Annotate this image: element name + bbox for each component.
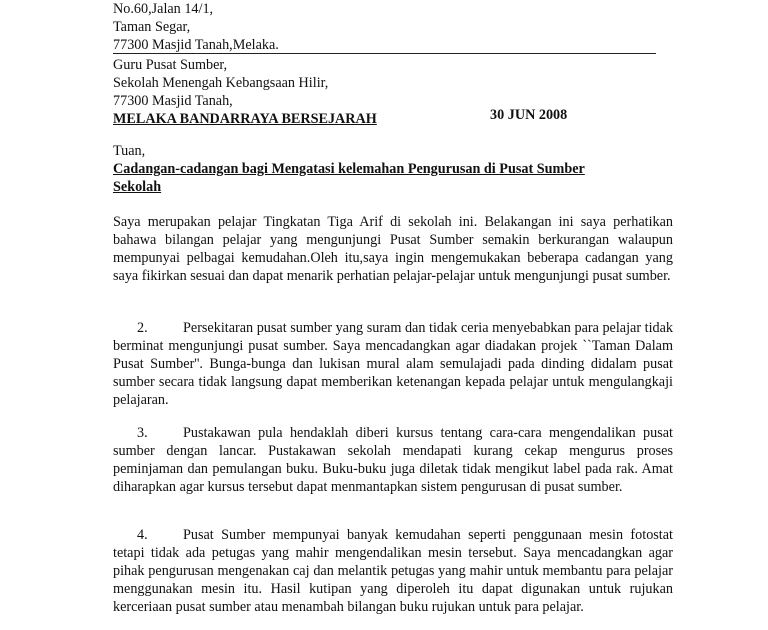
paragraph-number: 2. bbox=[137, 320, 148, 336]
address-divider bbox=[113, 53, 656, 54]
paragraph-number: 3. bbox=[137, 425, 148, 441]
sender-address bbox=[113, 0, 279, 54]
paragraph-3 bbox=[113, 424, 673, 496]
paragraph-2 bbox=[113, 319, 673, 409]
recipient-address-line: 77300 Masjid Tanah, bbox=[113, 93, 233, 109]
paragraph-text: Persekitaran pusat sumber yang suram dan tidak ceria menyebabkan para pelajar tidak berminat mengunjungi pusat sumber. Saya mencadangkan agar diadakan projek ``Taman Dalam Pusat Sumber''. Bunga-bunga dan lukisan mural alam semulajadi pada dinding didalam pusat sumber secara tidak langsung dapat memberikan ketenangan kepada pelajar untuk mengulangkaji pelajaran. bbox=[113, 320, 673, 408]
paragraph-body bbox=[113, 424, 673, 496]
paragraph-number: 4. bbox=[137, 527, 148, 543]
recipient-address bbox=[113, 56, 377, 128]
subject-line-1: Cadangan-cadangan bagi Mengatasi kelemahan Pengurusan di Pusat Sumber bbox=[113, 161, 585, 177]
salutation bbox=[113, 142, 145, 160]
paragraph-intro bbox=[113, 213, 673, 285]
recipient-address-line: Sekolah Menengah Kebangsaan Hilir, bbox=[113, 75, 329, 91]
sender-address-line: No.60,Jalan 14/1, bbox=[113, 1, 214, 17]
sender-address-line: Taman Segar, bbox=[113, 19, 191, 35]
paragraph-text: Pustakawan pula hendaklah diberi kursus tentang cara-cara mengendalikan pusat sumber dengan lancar. Pustakawan sekolah mendapati kurang cekap mengurus proses peminjaman dan pemulangan buku. Buku-buku juga diletak tidak mengikut label pada rak. Amat diharapkan agar kursus tersebut dapat menmantapkan sistem pengurusan di pusat sumber. bbox=[113, 425, 673, 495]
letter-date: 30 JUN 2008 bbox=[490, 107, 568, 123]
paragraph-text: Saya merupakan pelajar Tingkatan Tiga Arif di sekolah ini. Belakangan ini saya perhatikan bahawa bilangan pelajar yang mengunjungi Pusat Sumber semakin berkurangan walaupun mempunyai pelbagai kemudahan.Oleh itu,saya ingin mengemukakan beberapa cadangan yang saya fikirkan sesuai dan dapat menarik perhatian pelajar-pelajar untuk mengunjungi pusat sumber. bbox=[113, 214, 673, 284]
paragraph-body bbox=[113, 526, 673, 616]
paragraph-text: Pusat Sumber mempunyai banyak kemudahan seperti penggunaan mesin fotostat tetapi tidak ada petugas yang mahir mengendalikan mesin tersebut. Saya mencadangkan agar pihak pengurusan mengenakan caj dan melantik petugas yang mahir untuk membantu para pelajar menggunakan mesin itu. Hasil kutipan yang diperoleh itu dapat digunakan untuk rujukan kerceriaan pusat sumber atau menambah bilangan buku rujukan untuk para pelajar. bbox=[113, 527, 673, 615]
recipient-address-line: Guru Pusat Sumber, bbox=[113, 57, 228, 73]
letter-subject bbox=[113, 160, 585, 196]
recipient-city: MELAKA BANDARRAYA BERSEJARAH bbox=[113, 111, 377, 127]
salutation-text: Tuan, bbox=[113, 143, 146, 159]
paragraph-4 bbox=[113, 526, 673, 616]
paragraph-body bbox=[113, 319, 673, 409]
sender-address-line: 77300 Masjid Tanah,Melaka. bbox=[113, 37, 279, 53]
subject-line-2: Sekolah bbox=[113, 179, 162, 195]
